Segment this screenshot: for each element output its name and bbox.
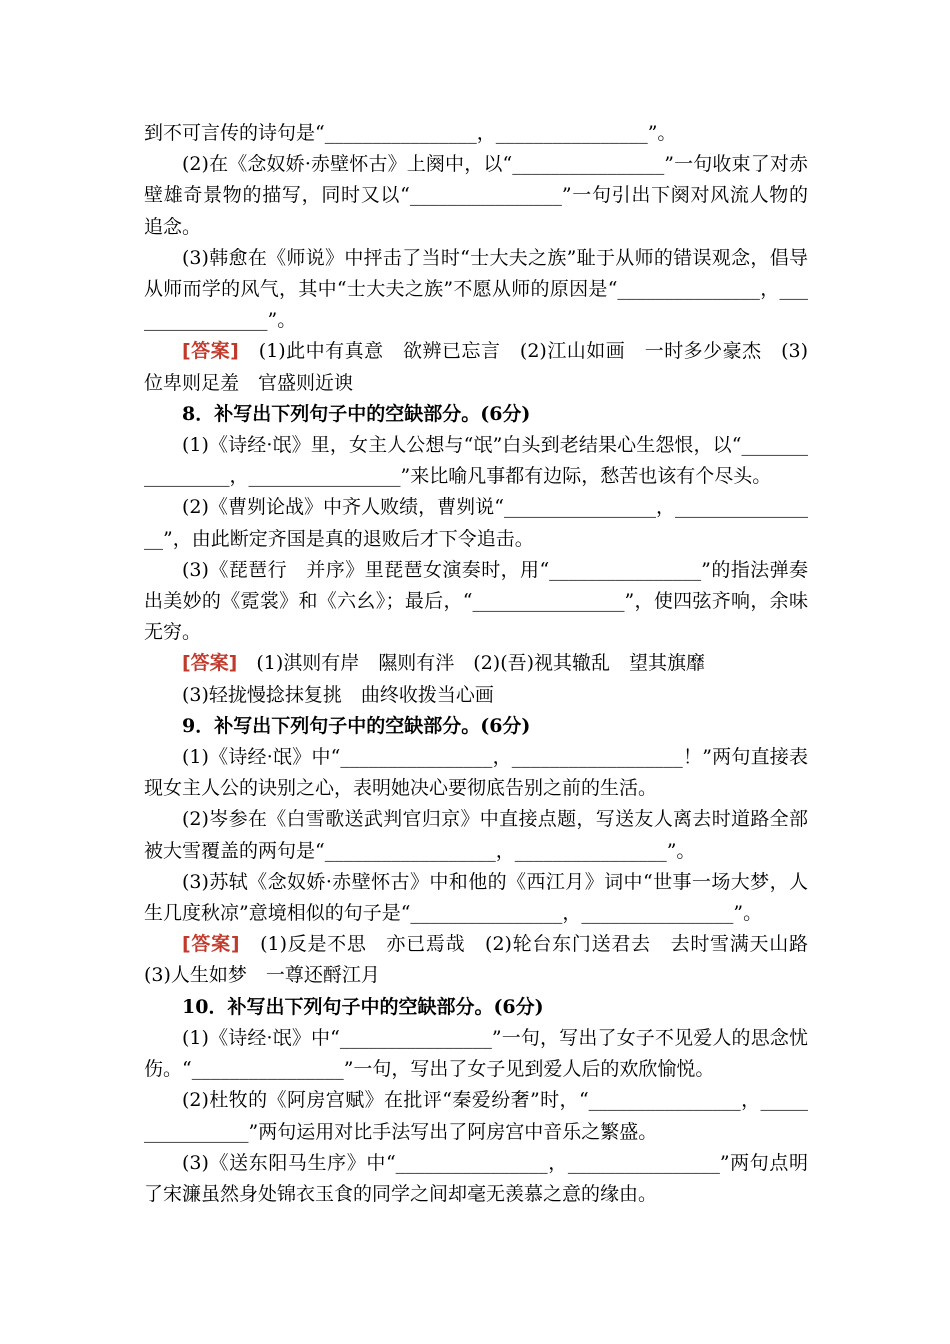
paragraph-q10-2: (2)杜牧的《阿房宫赋》在批评“秦爱纷奢”时，“________________，________________”两句运用对比手法写出了阿房宫中音乐之繁盛。 xyxy=(144,1089,808,1143)
question-8-heading: 8．补写出下列句子中的空缺部分。(6分) xyxy=(182,402,531,425)
paragraph-q8-1: (1)《诗经·氓》里，女主人公想与“氓”白头到老结果心生怨恨，以“________________，________________”来比喻凡事都有边际，愁苦也该有个尽头。 xyxy=(144,434,808,488)
paragraph-q8-3: (3)《琵琶行 并序》里琵琶女演奏时，用“________________”的指法弹奏出美妙的《霓裳》和《六幺》；最后，“________________”，使四弦齐响，余味无穷。 xyxy=(144,558,808,644)
answer-text: (1)反是不思 亦已焉哉 (2)轮台东门送君去 去时雪满天山路 (3)人生如梦 一尊还酹江月 xyxy=(144,933,828,987)
answer-label: [答案] xyxy=(182,340,239,363)
paragraph-q10-3: (3)《送东阳马生序》中“________________，________________”两句点明了宋濂虽然身处锦衣玉食的同学之间却毫无羡慕之意的缘由。 xyxy=(144,1151,808,1205)
answer-q7 xyxy=(144,336,808,398)
answer-label: [答案] xyxy=(182,652,238,675)
answer-label: [答案] xyxy=(182,933,240,956)
paragraph-q9-2: (2)岑参在《白雪歌送武判官归京》中直接点题，写送友人离去时道路全部被大雪覆盖的两句是“__________________，________________”。 xyxy=(144,808,808,862)
paragraph-q7-1-tail: 到不可言传的诗句是“________________，________________”。 xyxy=(144,122,677,144)
answer-q8 xyxy=(144,648,808,679)
question-9-heading: 9．补写出下列句子中的空缺部分。(6分) xyxy=(182,714,531,737)
paragraph-q8-2: (2)《曹刿论战》中齐人败绩，曹刿说“________________，________________”，由此断定齐国是真的退败后才下令追击。 xyxy=(144,496,808,550)
answer-text: (1)此中有真意 欲辨已忘言 (2)江山如画 一时多少豪杰 (3)位卑则足羞 官盛则近谀 xyxy=(144,340,808,394)
paragraph-q7-2: (2)在《念奴娇·赤壁怀古》上阕中，以“________________”一句收束了对赤壁雄奇景物的描写，同时又以“________________”一句引出下阕对风流人物的追念。 xyxy=(144,153,808,238)
paragraph-q7-3: (3)韩愈在《师说》中抨击了当时“士大夫之族”耻于从师的错误观念，倡导从师而学的风气，其中“士大夫之族”不愿从师的原因是“_______________，________________”。 xyxy=(144,246,808,332)
answer-q9 xyxy=(144,929,828,991)
paragraph-q9-1: (1)《诗经·氓》中“________________，__________________！”两句直接表现女主人公的诀别之心，表明她决心要彻底告别之前的生活。 xyxy=(144,746,808,800)
document-page xyxy=(144,118,828,1210)
answer-text: (1)淇则有岸 隰则有泮 (2)(吾)视其辙乱 望其旗靡 xyxy=(256,652,706,675)
answer-q8-continued: (3)轻拢慢捻抹复挑 曲终收拨当心画 xyxy=(182,683,494,706)
question-10-heading: 10．补写出下列句子中的空缺部分。(6分) xyxy=(182,995,544,1018)
paragraph-q10-1: (1)《诗经·氓》中“________________”一句，写出了女子不见爱人的思念忧伤。“________________”一句，写出了女子见到爱人后的欢欣愉悦。 xyxy=(144,1026,808,1081)
paragraph-q9-3: (3)苏轼《念奴娇·赤壁怀古》中和他的《西江月》词中“世事一场大梦，人生几度秋凉”意境相似的句子是“________________，________________”。 xyxy=(144,870,808,925)
